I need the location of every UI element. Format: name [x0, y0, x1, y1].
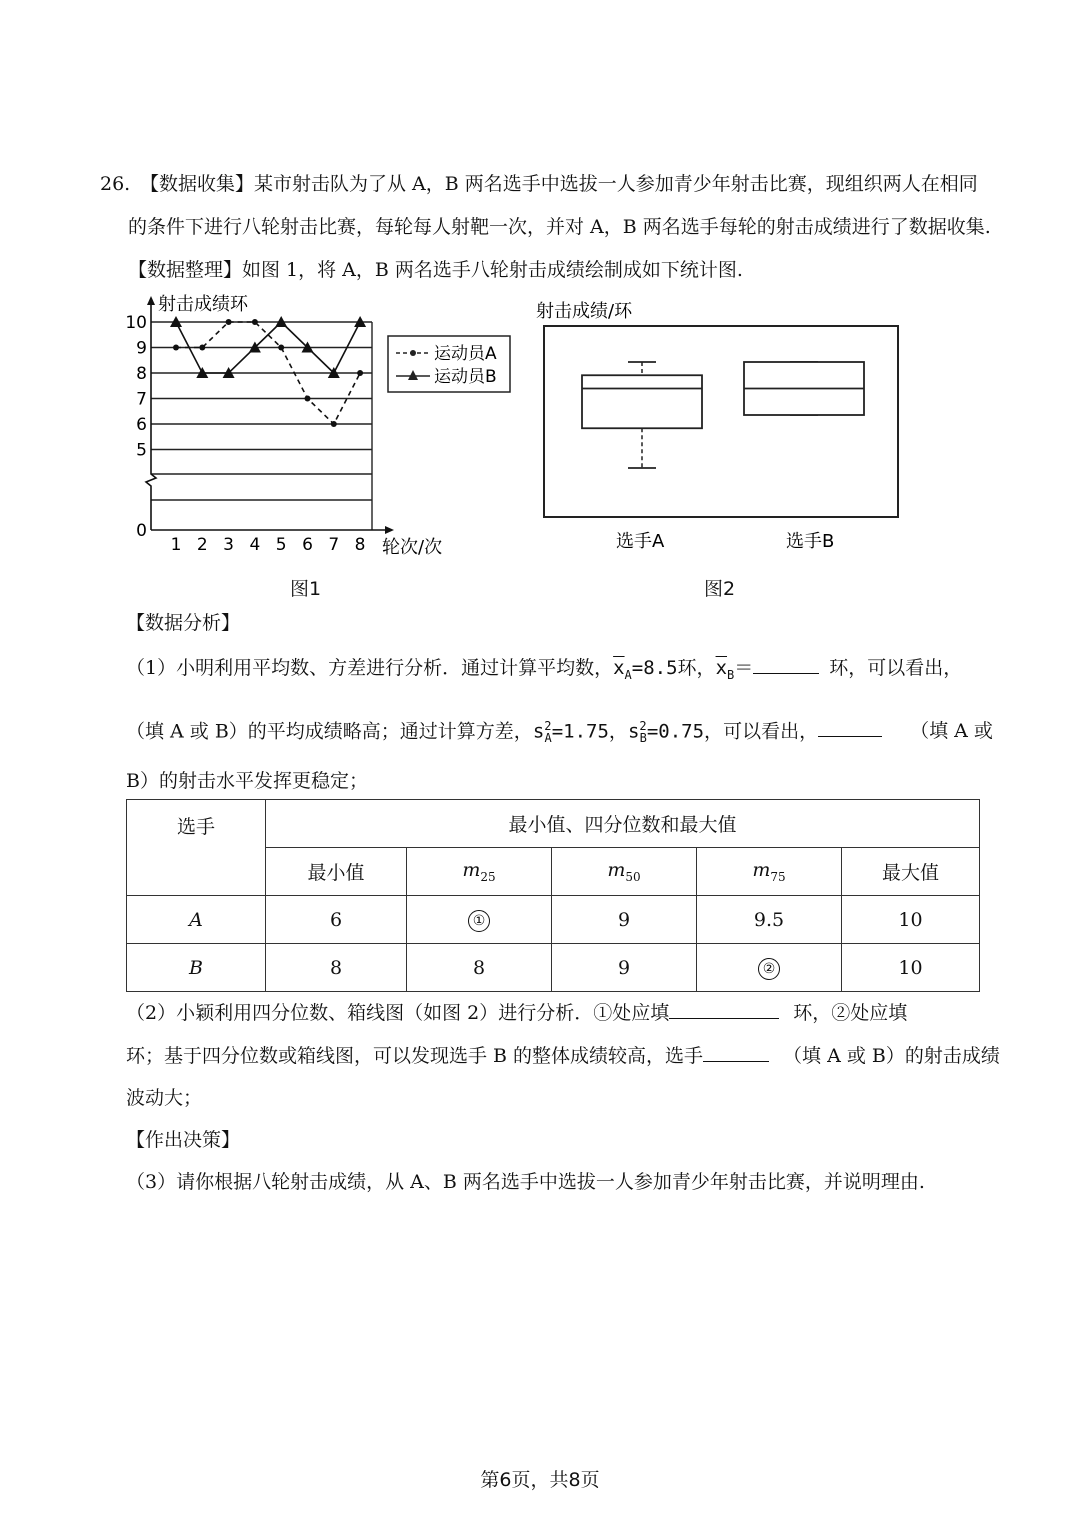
part2-l2-text: 环；基于四分位数或箱线图，可以发现选手 B 的整体成绩较高，选手	[126, 1045, 704, 1067]
var-a-value: =1.75，	[551, 720, 628, 743]
fig1-point-a	[357, 370, 363, 376]
var-a-sub: A	[544, 731, 552, 746]
table-header-max: 最大值	[842, 848, 980, 896]
fig1-point-a	[199, 345, 205, 351]
fig1-y-tick-label: 7	[136, 389, 147, 410]
table-header-min: 最小值	[266, 848, 407, 896]
mean-a-value: =8.5	[631, 657, 678, 679]
mean-a-unit: 环，	[677, 657, 716, 679]
question-line-3: 【数据整理】如图 1，将 A，B 两名选手八轮射击成绩绘制成如下统计图.	[128, 259, 743, 281]
fig1-legend-a-marker	[410, 350, 416, 356]
fig1-y-tick-label: 6	[136, 415, 147, 435]
fig1-point-a	[305, 396, 311, 402]
blank-marker-2: ②	[758, 958, 780, 980]
fig1-x-tick-label: 7	[328, 535, 340, 555]
table-cell-player-b: B	[127, 944, 266, 992]
fig1-x-tick-label: 8	[354, 535, 366, 555]
fig1-series	[170, 316, 366, 427]
part2-line-1	[126, 1000, 907, 1026]
fig1-y-arrow	[147, 296, 155, 305]
part2-l2-end: （填 A 或 B）的射击成绩	[783, 1045, 1000, 1067]
fig1-point-a	[331, 421, 337, 427]
analysis-heading: 【数据分析】	[126, 612, 241, 634]
fig2-ylabel: 射击成绩/环	[536, 301, 633, 322]
fig1-point-a	[278, 345, 284, 351]
fig1-ylabel: 射击成绩环	[158, 294, 248, 315]
fig1-ticks	[125, 313, 365, 555]
analysis-line-3: B）的射击水平发挥更稳定；	[126, 770, 368, 792]
fig1-grid	[151, 322, 372, 530]
fig1-y-tick-label: 5	[136, 440, 147, 461]
fig1-xlabel: 轮次/次	[382, 537, 443, 558]
part2-line-3: 波动大；	[126, 1087, 203, 1109]
part2-l1-text: （2）小颖利用四分位数、箱线图（如图 2）进行分析．①处应填	[126, 1002, 670, 1024]
part2-line-2	[126, 1043, 1000, 1069]
decision-text: （3）请你根据八轮射击成绩，从 A、B 两名选手中选拔一人参加青少年射击比赛，并说明理由.	[126, 1171, 925, 1193]
table-cell-a-m50: 9	[552, 896, 697, 944]
fig1-x-tick-label: 3	[223, 535, 235, 555]
blank-1-answer[interactable]	[669, 1000, 779, 1019]
question-number: 26.	[100, 173, 131, 195]
decision-heading: 【作出决策】	[126, 1129, 241, 1151]
table-cell-b-m25: 8	[407, 944, 552, 992]
fig1-legend-a-label: 运动员A	[434, 344, 497, 364]
table-header-m50: $m_{50}$	[552, 848, 697, 896]
fig1-y-tick-label: 9	[136, 338, 147, 359]
table-cell-a-m75: 9.5	[697, 896, 842, 944]
var-b-value: =0.75，	[646, 720, 724, 743]
fig1-x-tick-label: 2	[196, 535, 208, 555]
mean-a-symbol: $\overline{x}$	[613, 657, 625, 679]
page-footer: 第6页，共8页	[480, 1469, 600, 1491]
fig1-y-tick-label: 0	[136, 521, 147, 541]
figure-2-caption: 图2	[704, 578, 736, 600]
fig1-legend-b-label: 运动员B	[434, 367, 497, 387]
analysis-p2-mid: 可以看出，	[723, 720, 819, 743]
fig2-boxes	[582, 362, 864, 468]
table-header-m25: $m_{25}$	[407, 848, 552, 896]
fig2-label-a: 选手A	[616, 531, 665, 552]
table-row	[127, 944, 980, 992]
blank-marker-1: ①	[468, 910, 490, 932]
fig1-axes	[146, 296, 394, 534]
fig2-a-box	[582, 375, 702, 428]
analysis-p2-text: （填 A 或 B）的平均成绩略高；通过计算方差，	[126, 720, 533, 743]
table-row	[127, 896, 980, 944]
fig2-label-b: 选手B	[786, 531, 835, 552]
analysis-line-1	[126, 655, 962, 688]
fig1-x-tick-label: 6	[302, 535, 313, 555]
mean-b-sub: B	[727, 667, 735, 682]
var-b-sub: B	[639, 731, 647, 746]
figure-1-caption: 图1	[290, 578, 322, 600]
fig1-point-a	[226, 319, 232, 325]
mean-a-sub: A	[624, 667, 632, 682]
analysis-line-2	[126, 713, 993, 751]
figure-1-line-chart	[120, 288, 520, 588]
mean-b-blank[interactable]	[753, 655, 819, 674]
var-b-sup: 2	[639, 719, 647, 733]
analysis-p1-text: （1）小明利用平均数、方差进行分析．通过计算平均数，	[126, 657, 614, 679]
table-cell-b-max: 10	[842, 944, 980, 992]
table-cell-a-min: 6	[266, 896, 407, 944]
quartile-table	[126, 799, 980, 992]
fig1-point-a	[252, 319, 258, 325]
question-line-2: 的条件下进行八轮射击比赛，每轮每人射靶一次，并对 A，B 两名选手每轮的射击成绩进行了数据收集.	[128, 216, 991, 238]
question-line-1: 【数据收集】某市射击队为了从 A，B 两名选手中选拔一人参加青少年射击比赛，现组织两人在相同	[140, 173, 978, 195]
fig1-y-tick-label: 10	[125, 313, 147, 333]
part2-l1-end: 环，②处应填	[793, 1002, 908, 1024]
table-header-m75: $m_{75}$	[697, 848, 842, 896]
stable-blank[interactable]	[818, 718, 882, 737]
var-b-symbol: s	[627, 720, 640, 743]
table-cell-a-m25	[407, 896, 552, 944]
var-a-sup: 2	[544, 719, 552, 733]
fig1-x-tick-label: 5	[275, 535, 287, 555]
mean-b-eq: ＝	[734, 657, 754, 679]
table-header-player: 选手	[127, 800, 266, 896]
fluctuation-blank[interactable]	[703, 1043, 769, 1062]
table-cell-b-min: 8	[266, 944, 407, 992]
fig1-point-a	[173, 345, 179, 351]
var-a-symbol: s	[532, 720, 545, 743]
analysis-p2-end: （填 A 或	[910, 720, 993, 743]
fig1-x-arrow	[385, 526, 394, 534]
mean-b-symbol: $\overline{x}$	[715, 657, 728, 679]
fig1-y-tick-label: 8	[136, 364, 147, 384]
table-cell-a-max: 10	[842, 896, 980, 944]
fig1-y-axis	[146, 304, 156, 530]
fig1-x-tick-label: 4	[249, 535, 261, 555]
figure-2-box-plot	[530, 296, 910, 561]
table-cell-b-m75	[697, 944, 842, 992]
table-cell-player-a: A	[127, 896, 266, 944]
table-header-group: 最小值、四分位数和最大值	[266, 800, 980, 848]
fig1-x-tick-label: 1	[170, 535, 182, 555]
table-cell-b-m50: 9	[552, 944, 697, 992]
analysis-p1-end: 环，可以看出，	[829, 657, 963, 679]
